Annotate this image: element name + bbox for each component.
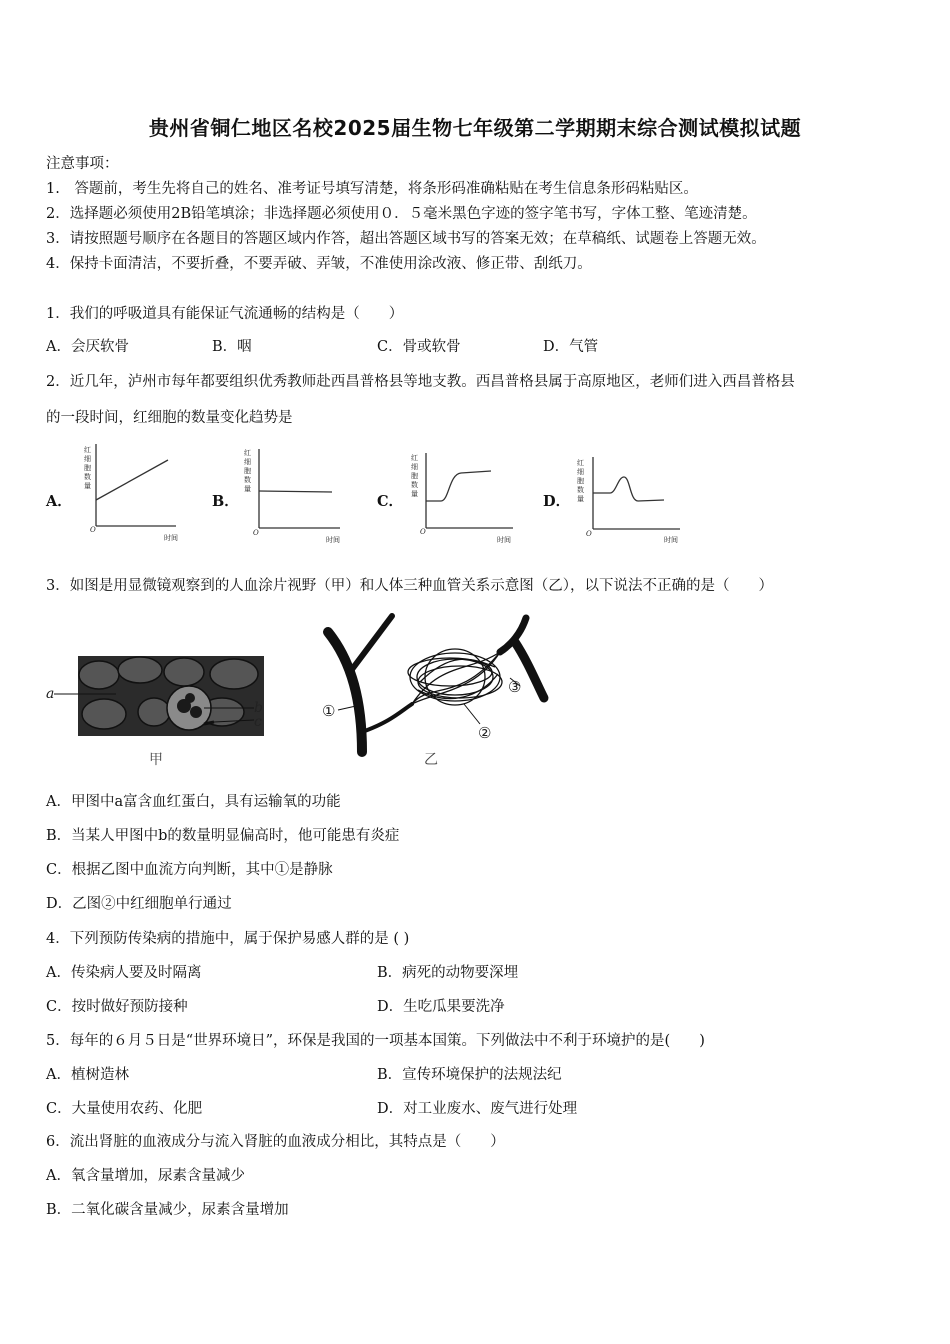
red-blood-cell <box>79 661 119 689</box>
q5-option-d: D．对工业废水、废气进行处理 <box>377 1101 578 1117</box>
graph-b-ylabel-3: 胞 <box>244 467 251 475</box>
graph-d-ylabel-1: 红 <box>577 459 584 467</box>
graph-a-ylabel-4: 数 <box>84 473 91 481</box>
q5-option-c: C．大量使用农药、化肥 <box>46 1101 203 1117</box>
q3-option-b: B．当某人甲图中b的数量明显偏高时，他可能患有炎症 <box>46 828 400 844</box>
q4-option-b: B．病死的动物要深埋 <box>377 965 519 981</box>
notice-heading: 注意事项： <box>46 156 119 172</box>
graph-c-origin: O <box>420 528 426 536</box>
q2-stem-line1: 2．近几年，泸州市每年都要组织优秀教师赴西昌普格县等地支教。西昌普格县属于高原地区，老师们进入西昌普格县 <box>46 374 795 390</box>
graph-d-ylabel-3: 胞 <box>577 477 584 485</box>
platelet <box>204 722 214 724</box>
q4-option-a: A．传染病人要及时隔离 <box>46 965 202 981</box>
q2-graph-c <box>405 450 520 550</box>
graph-d-curve <box>593 477 664 501</box>
graph-b-xlabel: 时间 <box>326 536 340 544</box>
graph-b-origin: O <box>253 529 259 537</box>
q2-option-b-letter: B． <box>212 493 239 510</box>
q2-graph-a <box>76 440 186 550</box>
graph-b-ylabel-4: 数 <box>244 476 251 484</box>
graph-a-origin: O <box>90 526 96 534</box>
q2-option-a-letter: A． <box>46 493 72 510</box>
q1-option-d: D．气管 <box>543 339 599 355</box>
graph-b-ylabel-5: 量 <box>244 485 251 493</box>
q5-stem: 5．每年的６月５日是“世界环境日”，环保是我国的一项基本国策。下列做法中不利于环境护的是( ) <box>46 1033 705 1049</box>
vessel-1 <box>328 632 362 752</box>
red-blood-cell <box>210 659 258 689</box>
q3-option-a: A．甲图中a富含血红蛋白，具有运输氧的功能 <box>46 794 341 810</box>
q1-option-a: A．会厌软骨 <box>46 339 129 355</box>
q2-option-c-letter: C． <box>377 493 404 510</box>
red-blood-cell <box>138 698 170 726</box>
q3-figure-jia <box>44 650 274 768</box>
q4-option-d: D．生吃瓜果要洗净 <box>377 999 505 1015</box>
graph-a-curve <box>96 460 168 500</box>
fig-jia-caption: 甲 <box>149 752 163 768</box>
notice-item-1: 1. 答题前，考生先将自己的姓名、准考证号填写清楚，将条形码准确粘贴在考生信息条形码粘贴区。 <box>46 181 698 197</box>
q3-option-c: C．根据乙图中血流方向判断，其中①是静脉 <box>46 862 333 878</box>
fig-jia-label-a: a <box>46 686 55 702</box>
fig-yi-label-1: ① <box>322 702 336 720</box>
q3-figure-yi <box>300 612 560 770</box>
graph-b-ylabel-1: 红 <box>244 449 251 457</box>
graph-b-curve <box>259 491 332 492</box>
graph-c-xlabel: 时间 <box>497 536 511 544</box>
red-blood-cell <box>118 657 162 683</box>
q2-graph-d <box>572 455 687 550</box>
fig-jia-label-b: b <box>254 700 263 716</box>
graph-c-ylabel-4: 数 <box>411 481 418 489</box>
q5-option-b: B．宣传环境保护的法规法纪 <box>377 1067 562 1083</box>
fig-yi-caption: 乙 <box>424 752 438 768</box>
q1-option-c: C．骨或软骨 <box>377 339 461 355</box>
graph-a-ylabel-3: 胞 <box>84 464 91 472</box>
q1-option-b: B．咽 <box>212 339 252 355</box>
q5-option-a: A．植树造林 <box>46 1067 129 1083</box>
q4-option-c: C．按时做好预防接种 <box>46 999 188 1015</box>
q6-option-a: A．氧含量增加，尿素含量减少 <box>46 1168 245 1184</box>
q3-stem: 3．如图是用显微镜观察到的人血涂片视野（甲）和人体三种血管关系示意图（乙），以下说法不正确的是（ ） <box>46 578 773 594</box>
q4-stem: 4．下列预防传染病的措施中，属于保护易感人群的是 ( ) <box>46 931 410 947</box>
graph-c-curve <box>426 471 491 501</box>
graph-c-ylabel-2: 细 <box>411 463 418 471</box>
fig-jia-label-c: c <box>254 714 262 730</box>
notice-item-4: 4．保持卡面清洁，不要折叠，不要弄破、弄皱，不准使用涂改液、修正带、刮纸刀。 <box>46 256 592 272</box>
notice-item-3: 3．请按照题号顺序在各题目的答题区域内作答，超出答题区域书写的答案无效；在草稿纸、试题卷上答题无效。 <box>46 231 766 247</box>
graph-d-ylabel-5: 量 <box>577 495 584 503</box>
graph-c-ylabel-5: 量 <box>411 490 418 498</box>
graph-a-ylabel-5: 量 <box>84 482 91 490</box>
graph-d-ylabel-2: 细 <box>577 468 584 476</box>
q6-option-b: B．二氧化碳含量减少，尿素含量增加 <box>46 1202 289 1218</box>
fig-yi-label-2: ② <box>478 724 492 742</box>
q1-stem: 1．我们的呼吸道具有能保证气流通畅的结构是（ ） <box>46 306 404 322</box>
q3-option-d: D．乙图②中红细胞单行通过 <box>46 896 232 912</box>
graph-a-ylabel-1: 红 <box>84 446 91 454</box>
graph-d-ylabel-4: 数 <box>577 486 584 494</box>
graph-d-origin: O <box>586 530 592 538</box>
red-blood-cell <box>82 699 126 729</box>
graph-c-ylabel-3: 胞 <box>411 472 418 480</box>
fig-yi-label-3: ③ <box>508 678 522 696</box>
graph-a-ylabel-2: 细 <box>84 455 91 463</box>
graph-a-xlabel: 时间 <box>164 534 178 542</box>
q6-stem: 6．流出肾脏的血液成分与流入肾脏的血液成分相比，其特点是（ ） <box>46 1134 505 1150</box>
q2-graph-b <box>240 445 350 550</box>
q2-option-d-letter: D． <box>543 493 571 510</box>
q2-stem-line2: 的一段时间，红细胞的数量变化趋势是 <box>46 410 293 426</box>
notice-item-2: 2．选择题必须使用2B铅笔填涂；非选择题必须使用０．５毫米黑色字迹的签字笔书写，字体工整、笔迹清楚。 <box>46 206 757 222</box>
graph-c-ylabel-1: 红 <box>411 454 418 462</box>
graph-b-ylabel-2: 细 <box>244 458 251 466</box>
red-blood-cell <box>164 658 204 686</box>
graph-d-xlabel: 时间 <box>664 536 678 544</box>
vessel-2-capillaries <box>408 649 502 705</box>
page-title: 贵州省铜仁地区名校2025届生物七年级第二学期期末综合测试模拟试题 <box>148 116 802 140</box>
